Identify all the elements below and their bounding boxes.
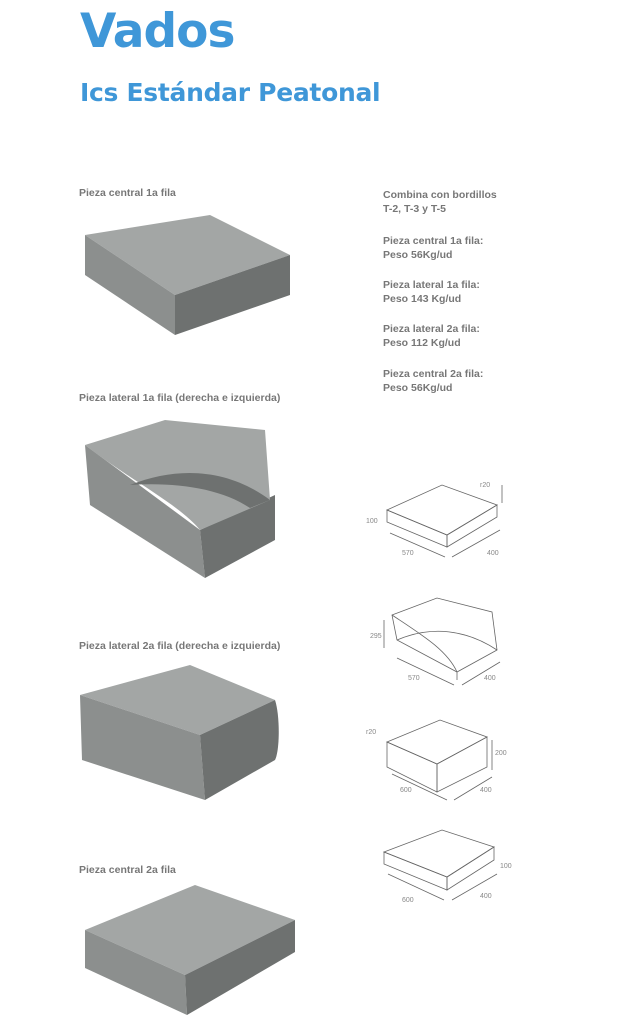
photo-lateral-2 <box>70 655 290 805</box>
dim-label: 200 <box>495 750 507 757</box>
piece-label-central-2: Pieza central 2a fila <box>79 864 176 876</box>
photo-central-1 <box>70 205 300 345</box>
spec-lateral-2 <box>383 322 480 350</box>
dim-label: 400 <box>480 787 492 794</box>
dim-label: 400 <box>487 550 499 557</box>
spec-name: Pieza central 1a fila: <box>383 235 484 247</box>
spec-weight: Peso 56Kg/ud <box>383 382 453 394</box>
drawing-central-2 <box>362 822 512 912</box>
page-title: Vados <box>80 4 235 59</box>
combine-note <box>383 188 497 216</box>
spec-name: Pieza lateral 2a fila: <box>383 323 480 335</box>
page-subtitle: Ics Estándar Peatonal <box>80 78 381 107</box>
photo-lateral-1 <box>70 410 290 585</box>
dim-label: r20 <box>366 729 377 736</box>
piece-label-lateral-2: Pieza lateral 2a fila (derecha e izquierda) <box>79 640 281 652</box>
spec-lateral-1 <box>383 278 480 306</box>
dim-label: 100 <box>366 518 378 525</box>
dim-label: 600 <box>402 897 414 904</box>
drawing-lateral-1 <box>362 590 512 690</box>
dim-label: 570 <box>402 550 414 557</box>
drawing-lateral-2 <box>362 712 512 802</box>
dim-label: r20 <box>480 482 491 489</box>
spec-central-1 <box>383 234 483 262</box>
piece-label-lateral-1: Pieza lateral 1a fila (derecha e izquierda) <box>79 392 281 404</box>
combine-line-1: Combina con bordillos <box>383 189 497 201</box>
drawing-lines <box>384 598 500 685</box>
piece-label-central-1: Pieza central 1a fila <box>79 187 176 199</box>
spec-name: Pieza central 2a fila: <box>383 368 484 380</box>
dim-label: 600 <box>400 787 412 794</box>
photo-central-2 <box>75 880 305 1020</box>
dim-label: 570 <box>408 675 420 682</box>
spec-weight: Peso 143 Kg/ud <box>383 293 462 305</box>
spec-central-2 <box>383 367 483 395</box>
drawing-lines <box>387 485 502 557</box>
drawing-lines <box>384 830 497 900</box>
drawing-central-1 <box>362 475 512 570</box>
spec-weight: Peso 112 Kg/ud <box>383 337 461 349</box>
spec-weight: Peso 56Kg/ud <box>383 249 453 261</box>
dim-label: 100 <box>500 863 512 870</box>
combine-line-2: T-2, T-3 y T-5 <box>383 203 447 215</box>
dim-label: 400 <box>484 675 496 682</box>
spec-name: Pieza lateral 1a fila: <box>383 279 480 291</box>
dim-label: 400 <box>480 893 492 900</box>
dim-label: 295 <box>370 633 382 640</box>
